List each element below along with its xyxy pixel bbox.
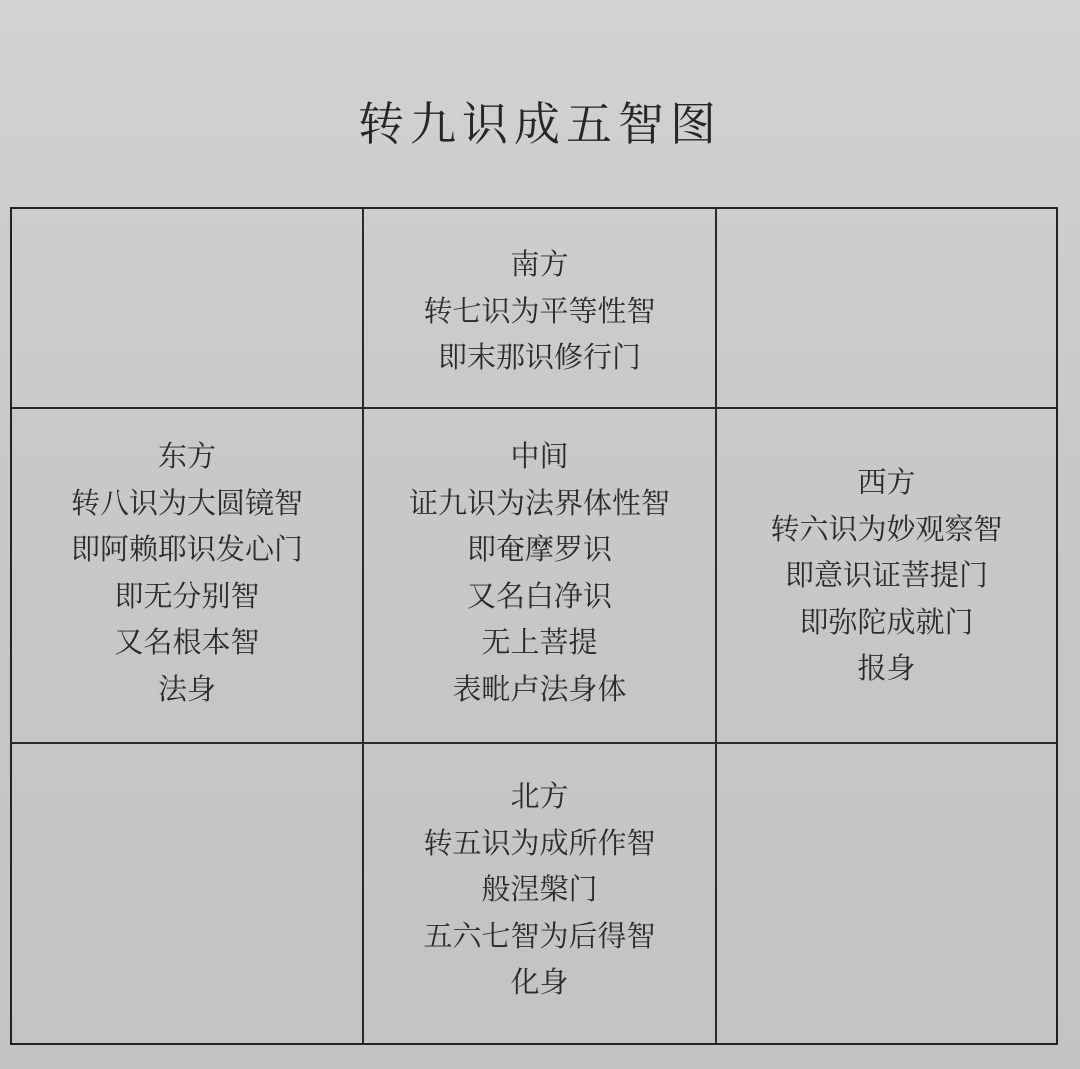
five-wisdoms-grid <box>10 207 1058 1045</box>
cell-north-line: 般涅槃门 <box>481 872 598 907</box>
cell-east-direction: 东方 <box>157 439 216 473</box>
cell-east-line: 即无分别智 <box>114 578 260 613</box>
cell-north-direction: 北方 <box>510 779 569 814</box>
cell-west <box>717 409 1056 742</box>
cell-west-direction: 西方 <box>857 465 916 500</box>
cell-north-line: 转五识为成所作智 <box>423 825 656 860</box>
cell-top-right-empty <box>717 209 1056 407</box>
cell-bottom-right-empty <box>717 744 1056 1043</box>
cell-south-line: 转七识为平等性智 <box>423 293 656 328</box>
cell-east <box>12 409 362 742</box>
cell-west-line: 转六识为妙观察智 <box>770 511 1003 546</box>
cell-west-line: 即意识证菩提门 <box>784 558 988 593</box>
cell-top-left-empty <box>12 209 362 407</box>
cell-south-line: 即末那识修行门 <box>437 340 641 375</box>
cell-east-line: 法身 <box>157 671 216 706</box>
cell-west-line: 即弥陀成就门 <box>799 604 974 639</box>
cell-north-line: 化身 <box>510 965 569 1000</box>
cell-center <box>364 409 715 742</box>
cell-north-line: 五六七智为后得智 <box>423 918 656 953</box>
cell-east-line: 又名根本智 <box>114 625 260 659</box>
cell-center-line: 即奄摩罗识 <box>466 532 612 566</box>
cell-west-line: 报身 <box>857 651 916 686</box>
cell-south-direction: 南方 <box>510 247 569 282</box>
diagram-title: 转九识成五智图 <box>358 97 722 151</box>
cell-south <box>364 209 715 407</box>
cell-east-line: 即阿赖耶识发心门 <box>70 532 303 566</box>
cell-center-line: 又名白净识 <box>466 578 612 613</box>
cell-north <box>364 744 715 1043</box>
cell-east-line: 转八识为大圆镜智 <box>70 485 303 520</box>
cell-center-direction: 中间 <box>510 439 569 473</box>
cell-center-line: 无上菩提 <box>481 625 598 659</box>
cell-bottom-left-empty <box>12 744 362 1043</box>
cell-center-line: 证九识为法界体性智 <box>408 485 670 520</box>
cell-center-line: 表毗卢法身体 <box>452 671 627 706</box>
